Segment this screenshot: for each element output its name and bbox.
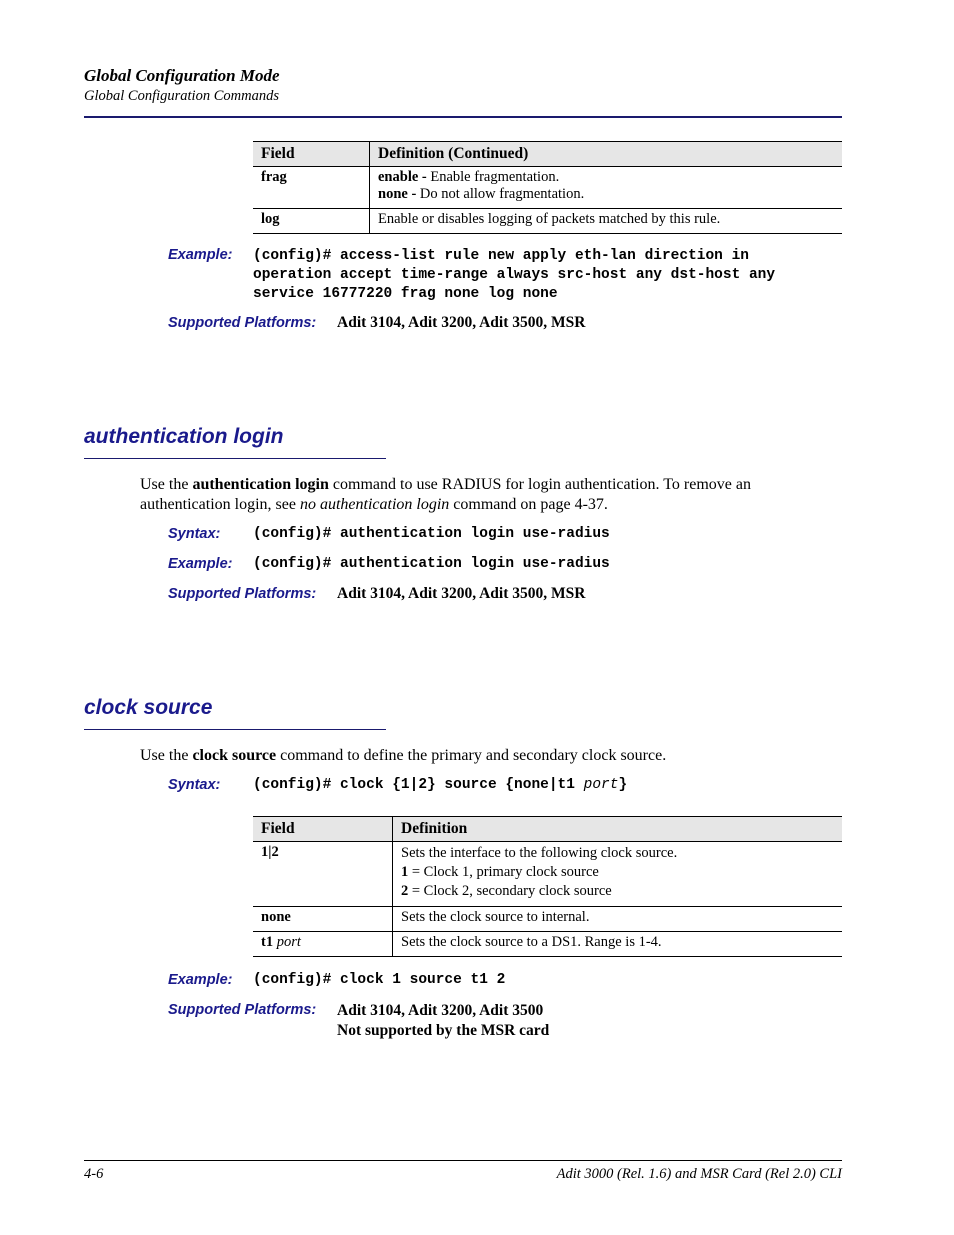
field-cell: frag xyxy=(253,167,370,209)
platforms-label: Supported Platforms: xyxy=(168,1002,317,1018)
platforms-label: Supported Platforms: xyxy=(168,315,317,331)
definition-line: Sets the interface to the following clock source. xyxy=(401,845,678,861)
text: Use the xyxy=(140,476,193,493)
footer-rule xyxy=(84,1160,842,1161)
code-text: (config)# clock {1|2} source {none|t1 xyxy=(253,777,584,793)
page-header-title: Global Configuration Mode xyxy=(84,66,280,85)
code-line: service 16777220 frag none log none xyxy=(253,286,558,302)
table-header-definition: Definition (Continued) xyxy=(370,142,843,167)
section-title-clock-source: clock source xyxy=(84,696,213,719)
syntax-label: Syntax: xyxy=(168,777,221,793)
section-rule xyxy=(84,729,386,730)
text: command on page 4-37. xyxy=(449,496,608,513)
example-code xyxy=(253,247,775,304)
field-argument: port xyxy=(276,934,301,950)
cross-reference: no authentication login xyxy=(299,496,450,513)
example-label: Example: xyxy=(168,556,233,572)
syntax-code xyxy=(253,777,627,793)
term: 2 xyxy=(401,883,409,899)
platforms-note: Not supported by the MSR card xyxy=(337,1022,550,1039)
platforms-line: Adit 3104, Adit 3200, Adit 3500 xyxy=(337,1002,544,1019)
field-cell: 1|2 xyxy=(253,842,393,907)
example-label: Example: xyxy=(168,247,233,263)
platforms-value xyxy=(337,1001,549,1041)
definition-cell xyxy=(393,842,843,907)
code-text: } xyxy=(618,777,628,793)
command-name: clock source xyxy=(192,747,277,764)
definition-cell: Enable or disables logging of packets matched by this rule. xyxy=(370,209,843,234)
text: command to use RADIUS for login authentication. To remove an authentication login, see xyxy=(140,476,751,513)
table-row xyxy=(253,907,842,932)
platforms-value: Adit 3104, Adit 3200, Adit 3500, MSR xyxy=(337,585,586,602)
table-row xyxy=(253,167,842,209)
syntax-code: (config)# authentication login use-radius xyxy=(253,526,610,542)
field-definition-table-continued xyxy=(253,141,842,234)
table-row xyxy=(253,209,842,234)
definition-cell: Sets the clock source to internal. xyxy=(393,907,843,932)
term-text: Enable fragmentation. xyxy=(426,169,560,185)
clock-description xyxy=(140,746,840,766)
definition-cell xyxy=(370,167,843,209)
table-header-field: Field xyxy=(253,817,393,842)
document-title: Adit 3000 (Rel. 1.6) and MSR Card (Rel 2.0) CLI xyxy=(556,1166,842,1182)
code-argument: port xyxy=(583,777,619,793)
code-line: (config)# access-list rule new apply eth-lan direction in xyxy=(253,248,749,264)
term-text: = Clock 1, primary clock source xyxy=(408,864,599,880)
platforms-value: Adit 3104, Adit 3200, Adit 3500, MSR xyxy=(337,314,586,331)
header-rule xyxy=(84,116,842,118)
table-header-field: Field xyxy=(253,142,370,167)
example-code: (config)# authentication login use-radius xyxy=(253,556,610,572)
table-row xyxy=(253,932,842,957)
section-rule xyxy=(84,458,386,459)
field-cell xyxy=(253,932,393,957)
term-text: Do not allow fragmentation. xyxy=(416,186,585,202)
definition-cell: Sets the clock source to a DS1. Range is 1-4. xyxy=(393,932,843,957)
page-number: 4-6 xyxy=(84,1166,104,1182)
page-header-subtitle: Global Configuration Commands xyxy=(84,88,279,104)
clock-field-definition-table xyxy=(253,816,842,957)
text: command to define the primary and secondary clock source. xyxy=(276,747,667,764)
term: 1 xyxy=(401,864,409,880)
platforms-label: Supported Platforms: xyxy=(168,586,317,602)
field-cell: none xyxy=(253,907,393,932)
table-row xyxy=(253,842,842,907)
field-name: t1 xyxy=(261,934,274,950)
code-line: operation accept time-range always src-host any dst-host any xyxy=(253,267,776,283)
term-text: = Clock 2, secondary clock source xyxy=(408,883,612,899)
text: Use the xyxy=(140,747,193,764)
example-code: (config)# clock 1 source t1 2 xyxy=(253,972,506,988)
section-title-authentication-login: authentication login xyxy=(84,425,284,448)
example-label: Example: xyxy=(168,972,233,988)
auth-description xyxy=(140,475,840,515)
term: none - xyxy=(378,186,417,202)
command-name: authentication login xyxy=(192,476,329,493)
field-cell: log xyxy=(253,209,370,234)
term: enable - xyxy=(378,169,427,185)
syntax-label: Syntax: xyxy=(168,526,221,542)
table-header-definition: Definition xyxy=(393,817,843,842)
